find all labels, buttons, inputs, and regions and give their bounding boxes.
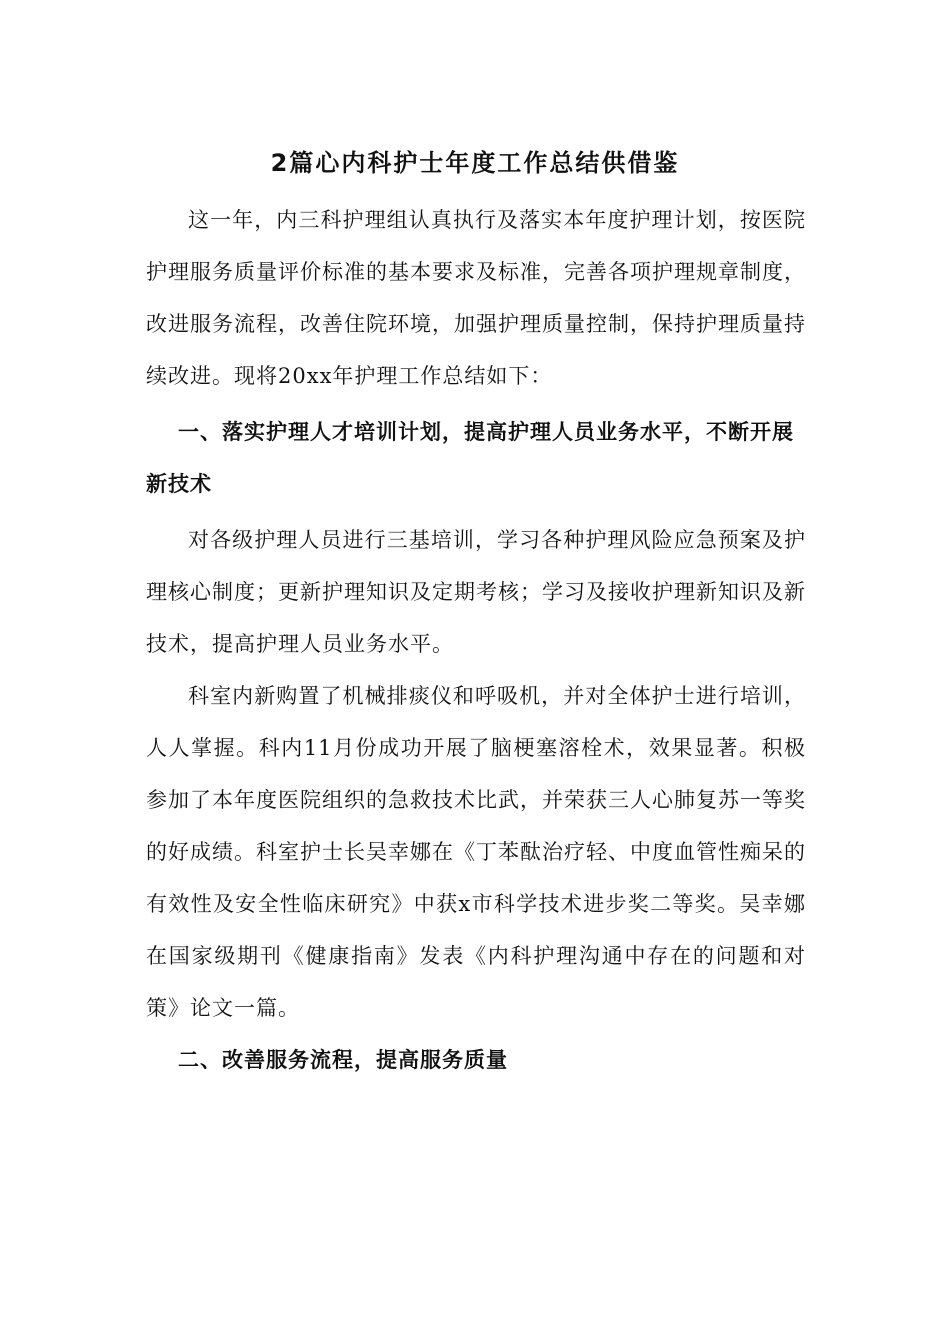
section-heading-1: 一、落实护理人才培训计划，提高护理人员业务水平，不断开展新技术: [146, 420, 794, 496]
section1-paragraph-2: 科室内新购置了机械排痰仪和呼吸机，并对全体护士进行培训，人人掌握。科内11月份成功开展了脑梗塞溶栓术，效果显著。积极参加了本年度医院组织的急救技术比武，并荣获三人心肺复苏一等奖的好成绩。科室护士长吴幸娜在《丁苯酞治疗轻、中度血管性痴呆的有效性及安全性临床研究》中获x市科学技术进步奖二等奖。吴幸娜在国家级期刊《健康指南》发表《内科护理沟通中存在的问题和对策》论文一篇。: [146, 684, 806, 1020]
section-heading-2: 二、改善服务流程，提高服务质量: [178, 1048, 508, 1072]
section1-paragraph-1: 对各级护理人员进行三基培训，学习各种护理风险应急预案及护理核心制度；更新护理知识及定期考核；学习及接收护理新知识及新技术，提高护理人员业务水平。: [146, 528, 806, 656]
document-title: 2篇心内科护士年度工作总结供借鉴: [270, 149, 680, 177]
intro-paragraph: 这一年，内三科护理组认真执行及落实本年度护理计划，按医院护理服务质量评价标准的基本要求及标准，完善各项护理规章制度，改进服务流程，改善住院环境，加强护理质量控制，保持护理质量持续改进。现将20xx年护理工作总结如下：: [146, 208, 806, 388]
